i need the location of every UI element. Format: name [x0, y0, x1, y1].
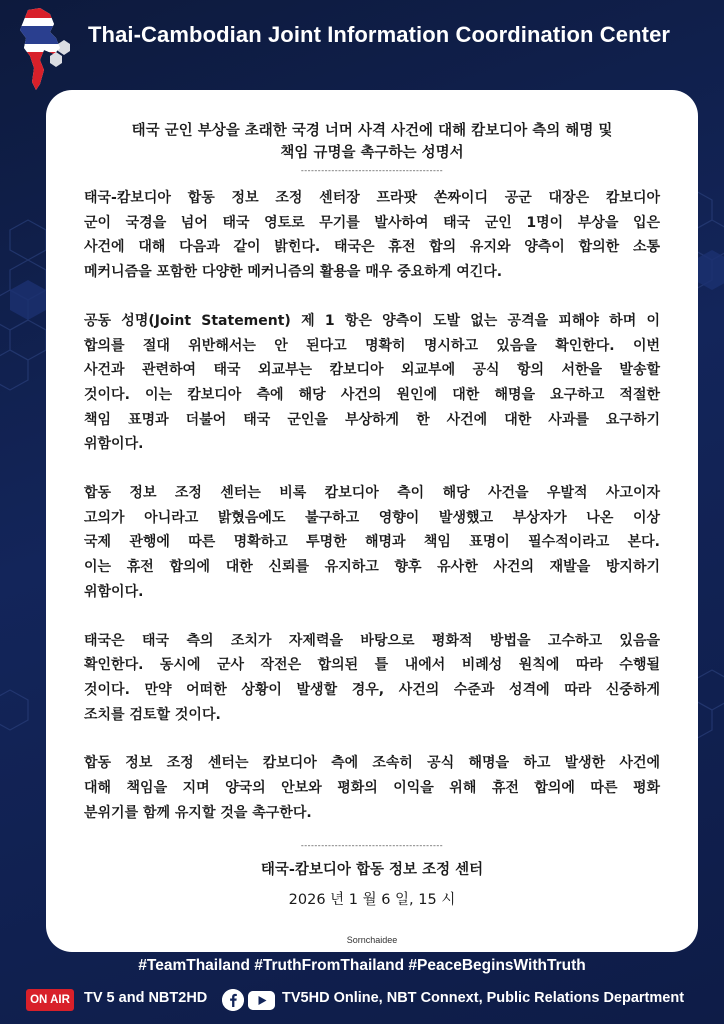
text-line: 공동 성명(Joint Statement) 제 1 항은 양측이 도발 없는 공격을 피해야 하며 이: [84, 312, 660, 329]
text-line: 사건에 대해 다음과 같이 밝힌다. 태국은 휴전 합의 유지와 양측이 합의한 소통: [84, 239, 660, 256]
paragraph: [84, 751, 660, 825]
header-title: Thai-Cambodian Joint Information Coordination Center: [88, 22, 671, 47]
text-line: 사건과 관련하여 태국 외교부는 캄보디아 외교부에 공식 항의 서한을 발송할: [84, 362, 660, 379]
youtube-icon[interactable]: [248, 991, 275, 1010]
document-title: [84, 120, 660, 164]
text-line: 위함이다.: [84, 436, 144, 453]
text-line: 태국은 태국 측의 조치가 자제력을 바탕으로 평화적 방법을 고수하고 있음을: [84, 632, 660, 649]
text-line: 책임 표명과 더불어 태국 군인을 부상하게 한 사건에 대한 사과를 요구하기: [84, 411, 660, 428]
text-line: 것이다. 만약 어떠한 상황이 발생할 경우, 사건의 수준과 성격에 따라 신중하게: [84, 681, 660, 698]
paragraph: [84, 629, 660, 728]
text-line: 메커니즘을 포함한 다양한 메커니즘의 활용을 매우 중요하게 여긴다.: [84, 264, 503, 281]
text-line: 확인한다. 동시에 군사 작전은 합의된 틀 내에서 비례성 원칙에 따라 수행될: [84, 657, 660, 674]
text-line: 대해 책임을 지며 양국의 안보와 평화의 이익을 위해 휴전 합의에 따른 평화: [84, 780, 660, 797]
text-line: 것이다. 이는 캄보디아 측에 해당 사건의 원인에 대한 해명을 요구하고 적절한: [84, 386, 660, 403]
divider-line: ------------------------------------------: [300, 841, 444, 851]
text-line: 합의를 절대 위반해서는 안 된다고 명확히 명시하고 있음을 확인한다. 이번: [84, 337, 660, 354]
text-line: 태국-캄보디아 합동 정보 조정 센터장 프라팟 쏜짜이디 공군 대장은 캄보디아: [84, 190, 660, 206]
paragraph: [84, 481, 660, 605]
channels-text: TV 5 and NBT2HD: [84, 990, 208, 1006]
paragraph: [84, 309, 660, 457]
text-line: 고의가 아니라고 밝혔음에도 불구하고 영향이 발생했고 부상자가 나온 이상: [84, 509, 660, 526]
thailand-map-flag-logo: [10, 4, 72, 94]
signoff-organization: 태국-캄보디아 합동 정보 조정 센터: [260, 862, 484, 879]
paragraph: [84, 186, 660, 285]
signature: Sornchaidee: [346, 935, 398, 946]
text-line: 합동 정보 조정 센터는 캄보디아 측에 조속히 공식 해명을 하고 발생한 사건에: [84, 755, 660, 772]
text-line: 조치를 검토할 것이다.: [84, 706, 221, 723]
text-line: 분위기를 함께 유지할 것을 촉구한다.: [84, 804, 312, 821]
text-line: 군이 국경을 넘어 태국 영토로 무기를 발사하여 태국 군인 1명이 부상을 입은: [84, 214, 660, 231]
text-line: 이는 휴전 합의에 대한 신뢰를 유지하고 향후 유사한 사건의 재발을 방지하기: [84, 559, 660, 576]
divider-line: ------------------------------------------: [300, 166, 444, 175]
title-line: 태국 군인 부상을 초래한 국경 너머 사격 사건에 대해 캄보디아 측의 해명 및: [131, 123, 613, 139]
title-line: 책임 규명을 촉구하는 성명서: [280, 145, 464, 161]
statement-card: [46, 90, 698, 952]
text-line: 위함이다.: [84, 583, 144, 600]
footer-bar: [0, 986, 724, 1016]
signoff-date: 2026 년 1 월 6 일, 15 시: [288, 892, 456, 909]
on-air-badge: ON AIR: [26, 989, 74, 1011]
hashtags: #TeamThailand #TruthFromThailand #PeaceBeginsWithTruth: [138, 957, 586, 974]
text-line: 국제 관행에 따른 명확하고 투명한 해명과 책임 표명이 필수적이라고 본다.: [84, 534, 660, 551]
online-platforms-text: TV5HD Online, NBT Connext, Public Relations Department: [282, 990, 685, 1006]
facebook-icon[interactable]: [222, 989, 244, 1011]
header-bar: [0, 0, 724, 88]
text-line: 합동 정보 조정 센터는 비록 캄보디아 측이 해당 사건을 우발적 사고이자: [84, 485, 660, 502]
